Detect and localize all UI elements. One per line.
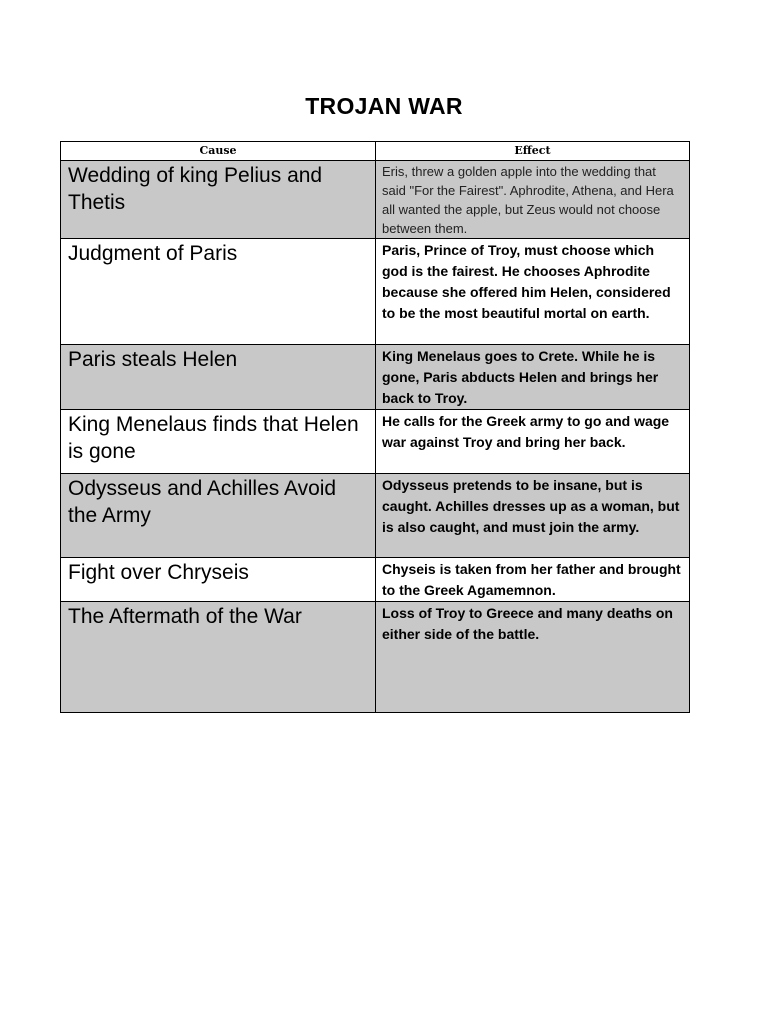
table-row xyxy=(61,410,690,474)
table-row xyxy=(61,161,690,239)
effect-cell: Eris, threw a golden apple into the wedding that said "For the Fairest". Aphrodite, Athena, and Hera all wanted the apple, but Zeus would not choose between them. xyxy=(376,161,690,239)
table-header-row xyxy=(61,142,690,161)
page-title: TROJAN WAR xyxy=(305,93,463,119)
table-row xyxy=(61,345,690,410)
table-row xyxy=(61,239,690,345)
effect-cell: Chyseis is taken from her father and brought to the Greek Agamemnon. xyxy=(376,558,690,602)
table-row xyxy=(61,474,690,558)
cause-cell: The Aftermath of the War xyxy=(61,602,376,713)
cause-cell: Odysseus and Achilles Avoid the Army xyxy=(61,474,376,558)
effect-cell: Odysseus pretends to be insane, but is caught. Achilles dresses up as a woman, but is also caught, and must join the army. xyxy=(376,474,690,558)
table-row xyxy=(61,558,690,602)
cause-cell: Judgment of Paris xyxy=(61,239,376,345)
table-row xyxy=(61,602,690,713)
cause-column-header: Cause xyxy=(61,142,376,161)
effect-cell: Paris, Prince of Troy, must choose which god is the fairest. He chooses Aphrodite because she offered him Helen, considered to be the most beautiful mortal on earth. xyxy=(376,239,690,345)
cause-cell: Paris steals Helen xyxy=(61,345,376,410)
cause-cell: King Menelaus finds that Helen is gone xyxy=(61,410,376,474)
cause-effect-table xyxy=(60,141,690,713)
cause-cell: Fight over Chryseis xyxy=(61,558,376,602)
effect-column-header: Effect xyxy=(376,142,690,161)
effect-cell: Loss of Troy to Greece and many deaths on either side of the battle. xyxy=(376,602,690,713)
effect-cell: King Menelaus goes to Crete. While he is gone, Paris abducts Helen and brings her back to Troy. xyxy=(376,345,690,410)
effect-cell: He calls for the Greek army to go and wage war against Troy and bring her back. xyxy=(376,410,690,474)
cause-cell: Wedding of king Pelius and Thetis xyxy=(61,161,376,239)
